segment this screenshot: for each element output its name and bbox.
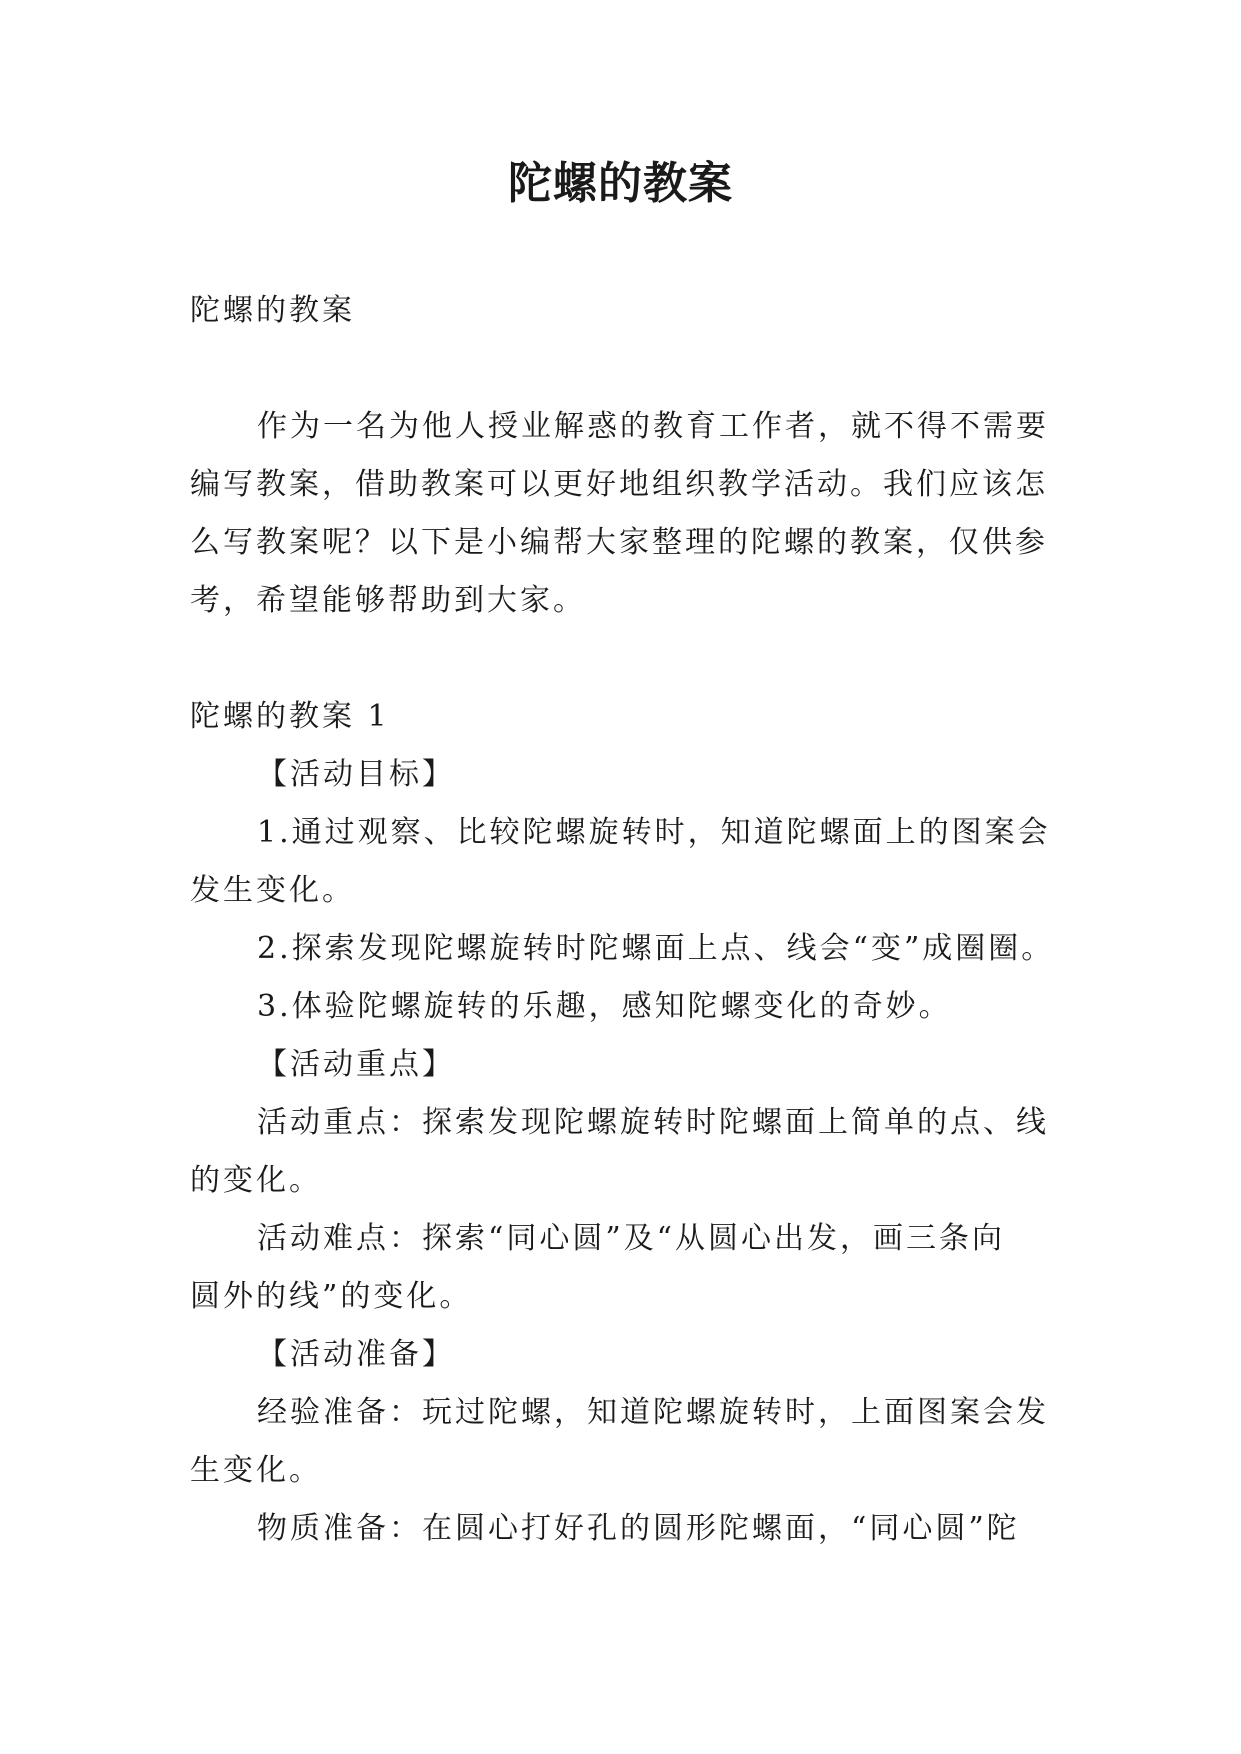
goal-item: 3.体验陀螺旋转的乐趣，感知陀螺变化的奇妙。 xyxy=(257,989,952,1024)
key-point-line: 活动重点：探索发现陀螺旋转时陀螺面上简单的点、线 xyxy=(257,1105,1049,1140)
experience-prep-line: 经验准备：玩过陀螺，知道陀螺旋转时，上面图案会发 xyxy=(257,1395,1049,1430)
intro-line: 么写教案呢？以下是小编帮大家整理的陀螺的教案，仅供参 xyxy=(190,525,1048,560)
experience-prep-paragraph xyxy=(190,1384,1050,1500)
intro-paragraph xyxy=(190,398,1050,630)
document-body xyxy=(190,282,1055,1558)
intro-line: 作为一名为他人授业解惑的教育工作者，就不得不需要 xyxy=(257,409,1049,444)
key-point-line: 的变化。 xyxy=(190,1163,322,1198)
key-point-paragraph xyxy=(190,1094,1050,1210)
difficulty-line: 活动难点：探索“同心圆”及“从圆心出发，画三条向 xyxy=(257,1221,1006,1256)
difficulty-paragraph xyxy=(190,1210,1050,1326)
goal-item: 2.探索发现陀螺旋转时陀螺面上点、线会“变”成圈圈。 xyxy=(257,931,1055,966)
goal-item xyxy=(190,804,1050,920)
document-subtitle: 陀螺的教案 xyxy=(190,293,355,328)
spacer xyxy=(190,340,1050,398)
document-title: 陀螺的教案 xyxy=(508,158,733,209)
spacer xyxy=(190,630,1050,688)
material-prep-line: 物质准备：在圆心打好孔的圆形陀螺面，“同心圆”陀 xyxy=(257,1511,1020,1546)
section-heading: 陀螺的教案 1 xyxy=(190,699,390,734)
intro-line: 编写教案，借助教案可以更好地组织教学活动。我们应该怎 xyxy=(190,467,1048,502)
goals-heading: 【活动目标】 xyxy=(257,757,455,792)
intro-line: 考，希望能够帮助到大家。 xyxy=(190,583,586,618)
difficulty-line: 圆外的线”的变化。 xyxy=(190,1279,473,1314)
goal-line: 1.通过观察、比较陀螺旋转时，知道陀螺面上的图案会 xyxy=(257,815,1051,850)
experience-prep-line: 生变化。 xyxy=(190,1453,322,1488)
goal-line: 发生变化。 xyxy=(190,873,355,908)
key-heading: 【活动重点】 xyxy=(257,1047,455,1082)
prep-heading: 【活动准备】 xyxy=(257,1337,455,1372)
